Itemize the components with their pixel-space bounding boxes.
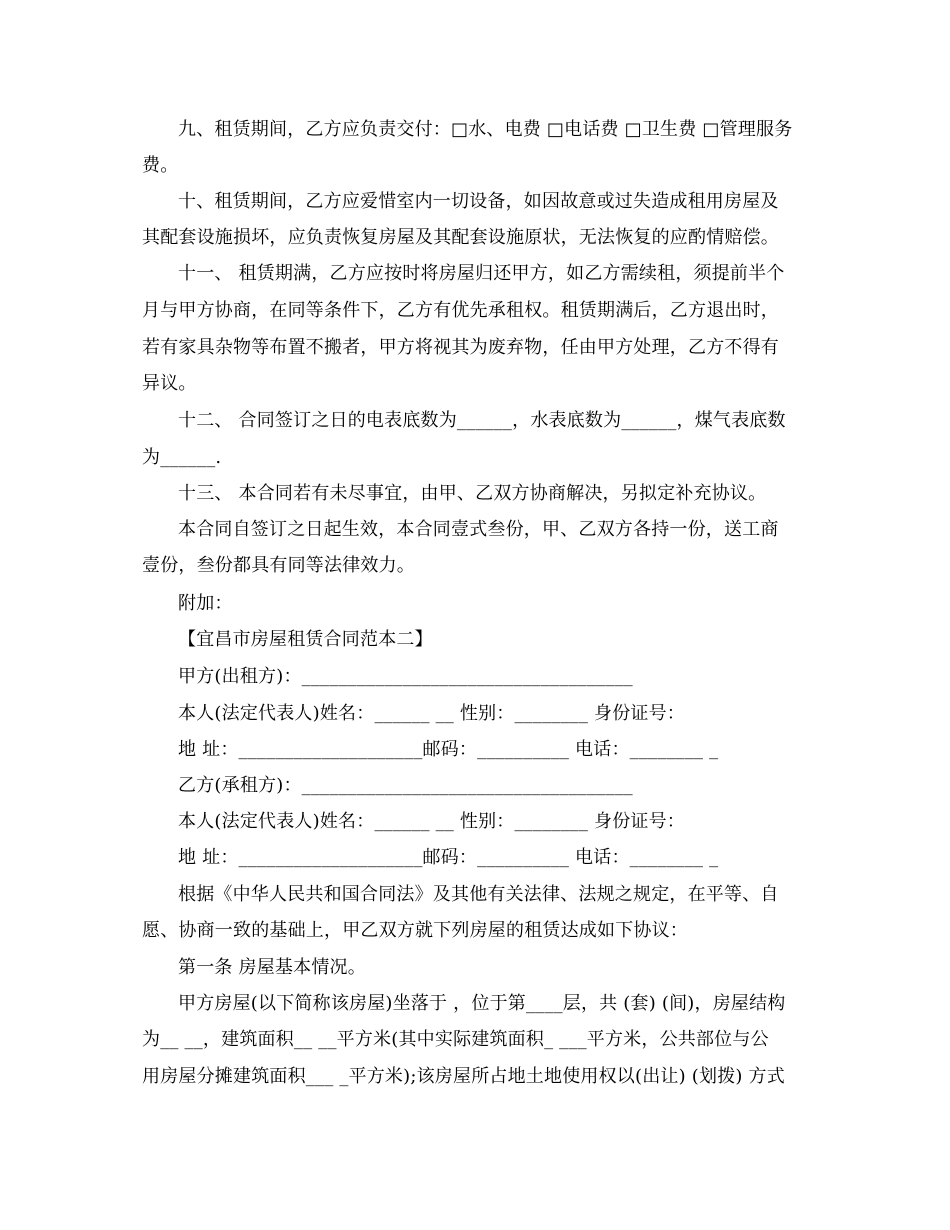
- effective-clause-line-2: 壹份，叁份都具有同等法律效力。: [142, 555, 415, 576]
- article-1-line-1: 甲方房屋(以下简称该房屋)坐落于 ，位于第____层，共 (套) (间)，房屋结构: [178, 993, 786, 1014]
- clause-11-line-2: 月与甲方协商，在同等条件下，乙方有优先承租权。租赁期满后，乙方退出时，: [142, 300, 779, 321]
- effective-clause-line-1: 本合同自签订之日起生效，本合同壹式叁份，甲、乙双方各持一份，送工商: [178, 519, 779, 540]
- party-a-representative-field: 本人(法定代表人)姓名：______ __ 性别：________ 身份证号：: [178, 703, 686, 724]
- clause-10-line-2: 其配套设施损坏，应负责恢复房屋及其配套设施原状，无法恢复的应酌情赔偿。: [142, 227, 779, 248]
- party-b-field: 乙方(承租方)：____________________________________: [178, 775, 633, 796]
- party-b-address-field: 地 址：____________________邮码：__________ 电话：________ _: [178, 847, 719, 868]
- party-b-representative-field: 本人(法定代表人)姓名：______ __ 性别：________ 身份证号：: [178, 811, 686, 832]
- clause-12-line-2: 为______.: [142, 447, 222, 468]
- party-a-address-field: 地 址：____________________邮码：__________ 电话：________ _: [178, 739, 719, 760]
- clause-10-line-1: 十、租赁期间，乙方应爱惜室内一切设备，如因故意或过失造成租用房屋及: [178, 191, 779, 212]
- clause-13-line-1: 十三、 本合同若有未尽事宜，由甲、乙双方协商解决，另拟定补充协议。: [178, 483, 767, 504]
- preamble-line-2: 愿、协商一致的基础上，甲乙双方就下列房屋的租赁达成如下协议：: [142, 920, 688, 941]
- clause-11-line-4: 异议。: [142, 373, 197, 394]
- clause-12-line-1: 十二、 合同签订之日的电表底数为______，水表底数为______，煤气表底数: [178, 410, 786, 431]
- clause-11-line-1: 十一、 租赁期满，乙方应按时将房屋归还甲方，如乙方需续租，须提前半个: [178, 263, 785, 284]
- article-1-heading: 第一条 房屋基本情况。: [178, 957, 366, 978]
- clause-9-line-2: 费。: [142, 155, 179, 176]
- template-title: 【宜昌市房屋租赁合同范本二】: [178, 629, 433, 650]
- appendix-label: 附加：: [178, 593, 233, 614]
- article-1-line-3: 用房屋分摊建筑面积___ _平方米);该房屋所占地土地使用权以(出让) (划拨) 方式: [142, 1066, 785, 1087]
- clause-11-line-3: 若有家具杂物等布置不搬者，甲方将视其为废弃物，任由甲方处理，乙方不得有: [142, 337, 779, 358]
- party-a-field: 甲方(出租方)：____________________________________: [178, 666, 633, 687]
- preamble-line-1: 根据《中华人民共和国合同法》及其他有关法律、法规之规定，在平等、自: [178, 884, 779, 905]
- clause-9-line-1: 九、租赁期间，乙方应负责交付：□水、电费 □电话费 □卫生费 □管理服务: [178, 119, 793, 140]
- article-1-line-2: 为__ __，建筑面积__ __平方米(其中实际建筑面积_ ___平方米，公共部位与公: [142, 1029, 769, 1050]
